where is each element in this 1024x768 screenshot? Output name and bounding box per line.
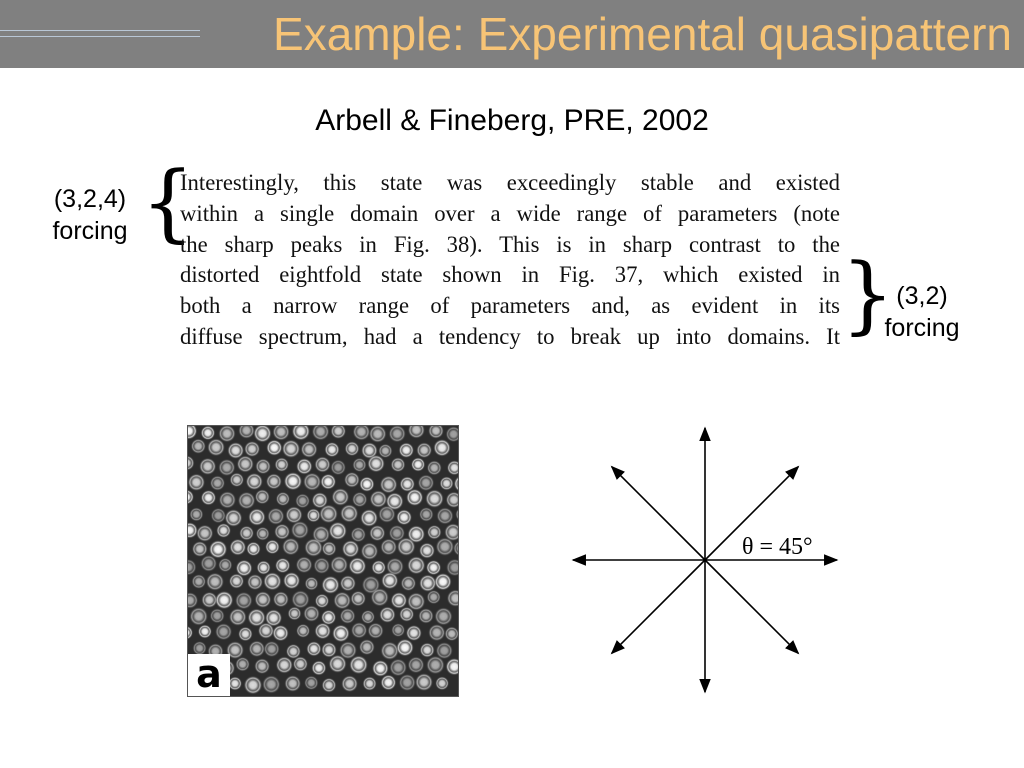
pattern-spot [340, 504, 359, 523]
pattern-spot [291, 521, 309, 539]
pattern-spot [399, 442, 415, 458]
pattern-spot [352, 492, 368, 508]
pattern-spot [239, 526, 254, 541]
pattern-spot [296, 624, 310, 638]
pattern-spot [296, 556, 313, 573]
pattern-spot [367, 455, 385, 473]
pattern-spot [399, 674, 416, 691]
left-forcing-label [42, 183, 138, 247]
pattern-spot [305, 577, 319, 591]
pattern-spot [378, 505, 396, 523]
pattern-spot [396, 509, 412, 525]
pattern-spot [282, 440, 301, 459]
pattern-spot [228, 676, 242, 690]
pattern-spot [218, 459, 235, 476]
pattern-spot [418, 474, 435, 491]
pattern-spot [258, 623, 274, 639]
pattern-spot [215, 623, 232, 640]
pattern-spot [210, 475, 225, 490]
pattern-spot [196, 525, 213, 542]
right-forcing-line2: forcing [884, 314, 960, 342]
pattern-spot [380, 675, 396, 691]
pattern-spot [303, 605, 320, 622]
pattern-spot [303, 473, 321, 491]
pattern-spot [362, 676, 376, 690]
pattern-spot [352, 458, 366, 472]
pattern-spot [274, 457, 289, 472]
pattern-spot [191, 439, 206, 454]
pattern-spot [275, 558, 291, 574]
pattern-spot [314, 623, 331, 640]
pattern-spot [361, 610, 375, 624]
pattern-spot [420, 643, 435, 658]
pattern-spot [189, 507, 203, 521]
pattern-spot [344, 472, 360, 488]
pattern-spot [282, 538, 300, 556]
pattern-spot [397, 537, 416, 556]
title-rule-bottom [0, 36, 200, 37]
pattern-spot [428, 624, 445, 641]
pattern-spot [238, 627, 253, 642]
pattern-spot [262, 675, 281, 694]
pattern-spot [345, 441, 360, 456]
pattern-spot [435, 676, 449, 690]
pattern-spot [254, 658, 270, 674]
left-forcing-line2: forcing [52, 217, 128, 245]
pattern-spot [351, 527, 367, 543]
pattern-spot [238, 492, 256, 510]
pattern-spot [296, 458, 313, 475]
pattern-spot [198, 624, 212, 638]
pattern-spot [360, 509, 378, 527]
pattern-spot [434, 607, 452, 625]
pattern-spot [284, 472, 303, 491]
pattern-spot [284, 675, 301, 692]
pattern-spot [406, 625, 422, 641]
right-forcing-line1: (3,2) [896, 282, 948, 310]
pattern-spot [247, 574, 263, 590]
pattern-spot [425, 489, 444, 508]
pattern-spot [427, 525, 442, 540]
pattern-spot [244, 441, 260, 457]
pattern-spot [313, 557, 330, 574]
pattern-spot [206, 573, 224, 591]
pattern-spot [304, 676, 319, 691]
pattern-spot [263, 572, 282, 591]
pattern-spot [440, 476, 454, 490]
pattern-spot [274, 524, 290, 540]
paper-excerpt [180, 168, 840, 353]
pattern-spot [235, 592, 253, 610]
pattern-spot [434, 573, 452, 591]
pattern-spot [350, 591, 366, 607]
pattern-spot [367, 623, 383, 639]
pattern-spot [351, 622, 368, 639]
left-forcing-line1: (3,2,4) [53, 185, 127, 213]
pattern-spot [255, 489, 270, 504]
pattern-spot [246, 542, 261, 557]
star-arrow [612, 560, 705, 653]
pattern-spot [256, 560, 270, 574]
pattern-spot [408, 656, 425, 673]
pattern-spot [248, 640, 265, 657]
pattern-spot [265, 540, 280, 555]
pattern-spot [200, 555, 217, 572]
pattern-spot [322, 678, 337, 693]
pattern-spot [293, 656, 308, 671]
pattern-spot [340, 608, 356, 624]
pattern-spot [399, 607, 414, 622]
pattern-spot [419, 507, 434, 522]
pattern-spot [255, 459, 271, 475]
pattern-spot [396, 639, 414, 657]
pattern-spot [401, 575, 417, 591]
pattern-spot [207, 438, 225, 456]
pattern-spot [191, 574, 206, 589]
pattern-spot [391, 457, 406, 472]
pattern-spot [349, 655, 368, 674]
quasipattern-image [187, 425, 459, 697]
pattern-spot [267, 508, 284, 525]
pattern-spot [407, 556, 425, 574]
pattern-spot [319, 504, 338, 523]
excerpt-line: diffuse spectrum, had a tendency to break up into domains. It [180, 323, 840, 349]
pattern-spot [391, 592, 408, 609]
star-arrow [705, 560, 798, 653]
pattern-spot [219, 491, 237, 509]
pattern-spot [348, 557, 366, 575]
pattern-spot [322, 541, 337, 556]
pattern-spot [328, 655, 346, 673]
pattern-spot [436, 537, 455, 556]
pattern-spot [342, 540, 360, 558]
pattern-spot [427, 590, 441, 604]
pattern-spot [433, 439, 451, 457]
pattern-spot [380, 642, 399, 661]
pattern-spot [314, 456, 330, 472]
pattern-spot [244, 676, 263, 695]
pattern-spot [379, 606, 396, 623]
pattern-spot [330, 556, 348, 574]
pattern-spot [306, 508, 320, 522]
pattern-spot [406, 489, 423, 506]
pattern-spot [370, 588, 389, 607]
pattern-spot [426, 656, 445, 675]
right-brace: } [841, 245, 895, 343]
pattern-spot [218, 558, 232, 572]
pattern-spot [340, 575, 356, 591]
pattern-spot [188, 474, 205, 492]
pattern-spot [192, 541, 208, 557]
pattern-spot [372, 660, 389, 677]
pattern-spot [359, 477, 374, 492]
pattern-spot [291, 590, 310, 609]
right-forcing-label [872, 280, 972, 344]
pattern-spot [211, 508, 227, 524]
pattern-spot [306, 641, 321, 656]
pattern-spot [330, 460, 346, 476]
pattern-spot [295, 493, 310, 508]
pattern-spot [416, 442, 432, 458]
pattern-spot [254, 591, 271, 608]
pattern-spot [371, 560, 386, 575]
pattern-spot [332, 625, 350, 643]
pattern-spot [199, 458, 216, 475]
pattern-spot [229, 608, 247, 626]
pattern-spot [415, 673, 433, 691]
pattern-spot [329, 522, 348, 541]
pattern-spot [341, 675, 358, 692]
pattern-spot [189, 607, 208, 626]
pattern-spot [276, 492, 290, 506]
pattern-spot [419, 543, 435, 559]
pattern-spot [370, 490, 388, 508]
pattern-spot [229, 539, 246, 556]
pattern-spot [419, 574, 437, 592]
title-rule-top [0, 30, 200, 31]
slide-title: Example: Experimental quasipattern [273, 8, 1012, 60]
left-brace: { [141, 153, 195, 251]
pattern-spot [311, 660, 326, 675]
pattern-spot [210, 608, 225, 623]
excerpt-line: Interestingly, this state was exceedingly stable and existed [180, 170, 840, 195]
pattern-spot [418, 608, 434, 624]
pattern-spot [380, 539, 397, 556]
pattern-spot [411, 457, 425, 471]
pattern-spot [276, 656, 293, 673]
pattern-spot [266, 440, 282, 456]
pattern-spot [304, 538, 323, 557]
pattern-spot [391, 623, 405, 637]
excerpt-line: within a single domain over a wide range of parameters (note [180, 200, 840, 226]
pattern-spot [230, 473, 245, 488]
pattern-spot [248, 508, 266, 526]
pattern-spot [369, 525, 385, 541]
pattern-spot [381, 572, 398, 589]
pattern-spot [436, 507, 453, 524]
pattern-spot [256, 527, 270, 541]
pattern-spot [229, 573, 244, 588]
pattern-spot [389, 659, 407, 677]
pattern-spot [283, 572, 300, 589]
panel-label: a [188, 654, 230, 696]
pattern-spot [315, 594, 330, 609]
pattern-spot [246, 473, 263, 490]
pattern-spot [215, 591, 234, 610]
pattern-spot [320, 474, 336, 490]
pattern-spot [266, 473, 282, 489]
pattern-spot [359, 639, 375, 655]
pattern-spot [237, 455, 254, 472]
pattern-spot [426, 560, 441, 575]
excerpt-line: both a narrow range of parameters and, as evident in its [180, 293, 840, 319]
pattern-spot [321, 576, 339, 594]
citation: Arbell & Fineberg, PRE, 2002 [315, 104, 709, 137]
excerpt-line: distorted eightfold state shown in Fig. 37, which existed in [180, 262, 840, 288]
pattern-spot [427, 460, 442, 475]
pattern-spot [201, 490, 217, 506]
pattern-spot [272, 625, 289, 642]
pattern-spot [201, 426, 216, 440]
pattern-spot [273, 591, 289, 607]
title-bar [0, 0, 1024, 68]
pattern-spot [333, 592, 351, 610]
excerpt-line: the sharp peaks in Fig. 38). This is in sharp contrast to the [180, 231, 840, 257]
pattern-spot [361, 542, 379, 560]
star-arrow [612, 467, 705, 560]
pattern-spot [235, 657, 250, 672]
pattern-spot [324, 442, 339, 457]
pattern-spot [288, 607, 302, 621]
pattern-spot [216, 523, 231, 538]
pattern-spot [301, 441, 318, 458]
pattern-spot [331, 488, 349, 506]
pattern-spot [264, 641, 280, 657]
angle-label: θ = 45° [742, 534, 813, 560]
pattern-spot [380, 476, 398, 494]
